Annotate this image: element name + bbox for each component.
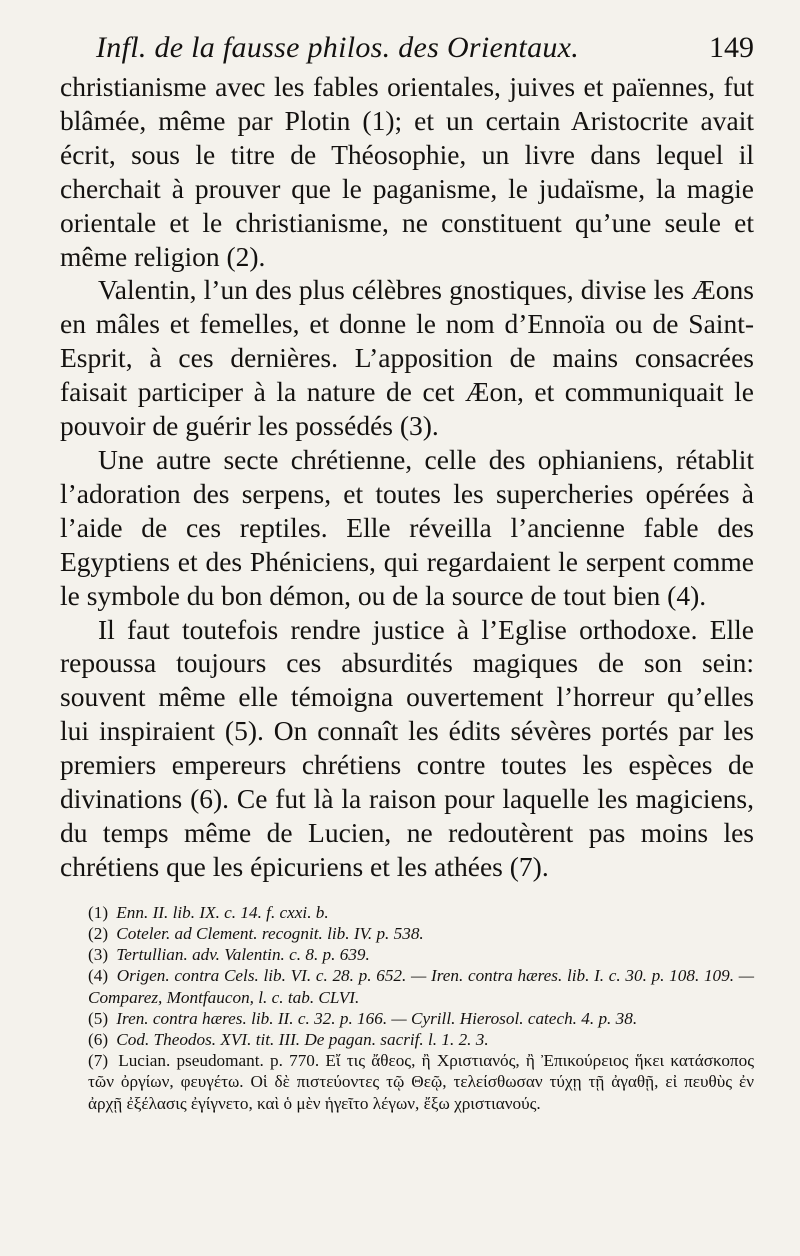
footnote-6 — [60, 1029, 754, 1050]
footnote-number: (1) — [88, 902, 109, 922]
footnote-text: Origen. contra Cels. lib. VI. c. 28. p. 652. — Iren. contra hæres. lib. I. c. 30. p. 108. 109. — Comparez, Montfaucon, l. c. tab. CLVI. — [88, 966, 755, 1007]
footnote-number: (3) — [88, 945, 109, 965]
paragraph-3: Une autre secte chrétienne, celle des ophianiens, rétablit l’adoration des serpens, et toutes les supercheries opérées à l’aide de ces reptiles. Elle réveilla l’ancienne fable des Egyptiens et des Phéniciens, qui regardaient le serpent comme le symbole du bon démon, ou de la source de tout bien (4). — [60, 443, 754, 611]
footnote-text: Coteler. ad Clement. recognit. lib. IV. p. 538. — [116, 923, 424, 943]
running-header — [96, 28, 754, 68]
footnote-text: Lucian. pseudomant. p. 770. Εἴ τις ἄθεος, ἢ Χριστιανός, ἢ Ἐπικούρειος ἥκει κατάσκοπος τῶν ὀργίων, φευγέτω. Οἱ δὲ πιστεύοντες τῷ Θεῷ, τελείσθωσαν τύχῃ τῇ ἀγαθῇ, εἰ πευθὺς ἐν ἀρχῇ ἐξέλασις ἐγίγνετο, καὶ ὁ μὲν ἡγεῖτο λέγων, ἔξω χριστιανούς. — [88, 1051, 755, 1113]
running-title: Infl. de la fausse philos. des Orientaux. — [96, 31, 580, 64]
footnotes — [60, 902, 754, 1114]
footnote-number: (4) — [88, 966, 109, 986]
footnote-number: (7) — [88, 1051, 109, 1071]
footnote-number: (6) — [88, 1029, 109, 1049]
footnote-number: (2) — [88, 923, 109, 943]
footnote-text: Cod. Theodos. XVI. tit. III. De pagan. sacrif. l. 1. 2. 3. — [116, 1029, 489, 1049]
footnote-5 — [60, 1008, 754, 1029]
footnote-4 — [60, 965, 754, 1007]
paragraph-1: christianisme avec les fables orientales, juives et païennes, fut blâmée, même par Plotin (1); et un certain Aristocrite avait écrit, sous le titre de Théosophie, un livre dans lequel il cherchait à prouver que le paganisme, le judaïsme, la magie orientale et le christianisme, ne constituent qu’une seule et même religion (2). — [60, 71, 754, 272]
footnote-2 — [60, 923, 754, 944]
footnote-1 — [60, 902, 754, 923]
footnote-text: Tertullian. adv. Valentin. c. 8. p. 639. — [116, 945, 370, 965]
main-text — [60, 70, 754, 884]
footnote-7 — [60, 1050, 754, 1114]
footnote-3 — [60, 944, 754, 965]
footnote-number: (5) — [88, 1008, 109, 1028]
page-number: 149 — [709, 31, 754, 64]
footnote-text: Iren. contra hæres. lib. II. c. 32. p. 166. — Cyrill. Hierosol. catech. 4. p. 38. — [116, 1008, 638, 1028]
paragraph-4: Il faut toutefois rendre justice à l’Eglise orthodoxe. Elle repoussa toujours ces absurdités magiques de son sein: souvent même elle témoigna ouvertement l’horreur qu’elles lui inspiraient (5). On connaît les édits sévères portés par les premiers empereurs chrétiens contre toutes les espèces de divinations (6). Ce fut là la raison pour laquelle les magiciens, du temps même de Lucien, ne redoutèrent pas moins les chrétiens que les épicuriens et les athées (7). — [60, 613, 754, 882]
paragraph-2: Valentin, l’un des plus célèbres gnostiques, divise les Æons en mâles et femelles, et donne le nom d’Ennoïa ou de Saint-Esprit, à ces dernières. L’apposition de mains consacrées faisait participer à la nature de cet Æon, et communiquait le pouvoir de guérir les possédés (3). — [60, 274, 754, 442]
footnote-text: Enn. II. lib. IX. c. 14. f. cxxi. b. — [116, 902, 329, 922]
